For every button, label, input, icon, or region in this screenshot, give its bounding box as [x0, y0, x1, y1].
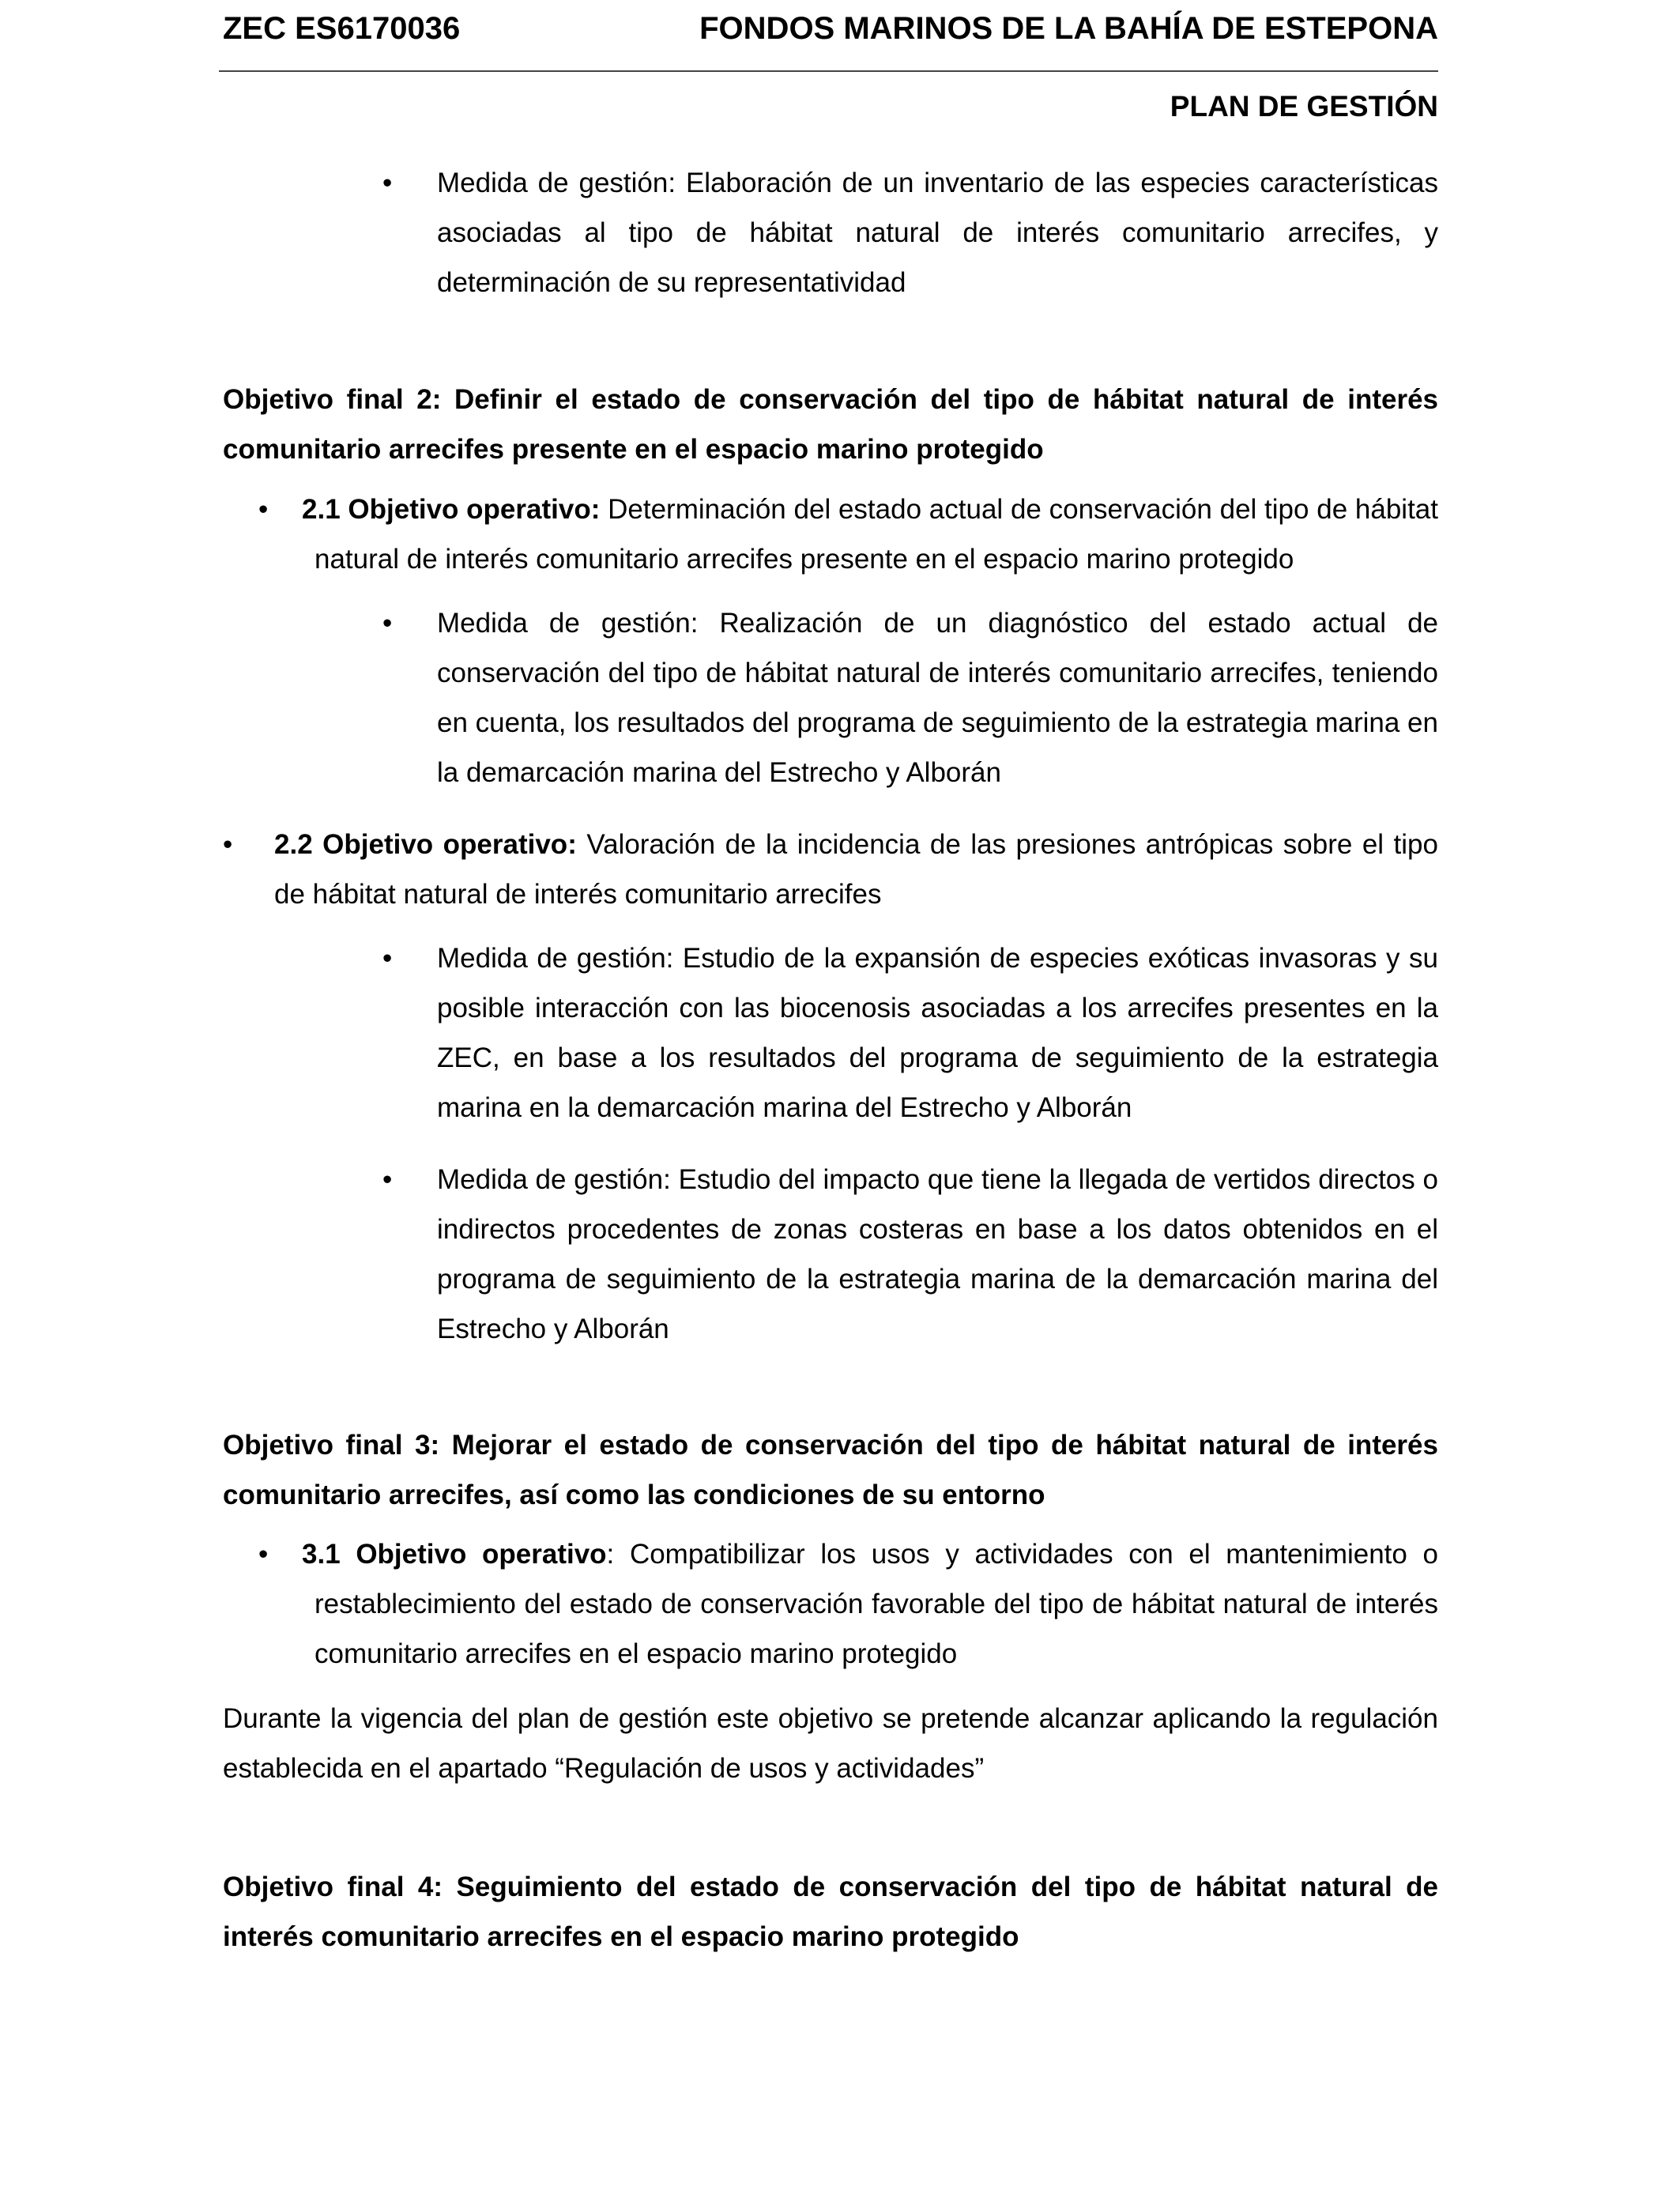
- objective-heading-2: Objetivo final 2: Definir el estado de conservación del tipo de hábitat natural de interés comunitario arrecifes presente en el espacio marino protegido: [223, 384, 1438, 465]
- bullet-icon: •: [258, 1539, 269, 1570]
- bullet-icon: •: [382, 943, 393, 974]
- bullet-icon: •: [382, 608, 393, 639]
- body-paragraph: Durante la vigencia del plan de gestión este objetivo se pretende alcanzar aplicando la regulación establecida en el apartado “Regulación de usos y actividades”: [223, 1703, 1438, 1784]
- operational-objective-label: 2.1 Objetivo operativo:: [302, 494, 601, 525]
- operational-objective-label: 2.2 Objetivo operativo:: [274, 829, 577, 860]
- bullet-icon: •: [223, 829, 233, 860]
- header-subtitle: PLAN DE GESTIÓN: [1170, 90, 1438, 123]
- objective-heading-3: Objetivo final 3: Mejorar el estado de conservación del tipo de hábitat natural de interés comunitario arrecifes, así como las condiciones de su entorno: [223, 1430, 1438, 1510]
- operational-objective-text: Valoración de la incidencia de las presiones antrópicas sobre el tipo de hábitat natural de interés comunitario arrecifes: [274, 829, 1438, 910]
- objective-heading-4: Objetivo final 4: Seguimiento del estado de conservación del tipo de hábitat natural de interés comunitario arrecifes en el espacio marino protegido: [223, 1872, 1438, 1952]
- operational-objective-2-1: [302, 484, 1438, 584]
- operational-objective-text: Determinación del estado actual de conservación del tipo de hábitat natural de interés comunitario arrecifes presente en el espacio marino protegido: [315, 494, 1438, 575]
- operational-objective-text: : Compatibilizar los usos y actividades con el mantenimiento o restablecimiento del estado de conservación favorable del tipo de hábitat natural de interés comunitario arrecifes en el espacio marino protegido: [315, 1539, 1438, 1669]
- measure-item: Medida de gestión: Estudio de la expansión de especies exóticas invasoras y su posible interacción con las biocenosis asociadas a los arrecifes presentes en la ZEC, en base a los resultados del programa de seguimiento de la estrategia marina en la demarcación marina del Estrecho y Alborán: [437, 943, 1438, 1123]
- bullet-icon: •: [382, 168, 393, 198]
- operational-objective-label: 3.1 Objetivo operativo: [302, 1539, 607, 1570]
- measure-item: Medida de gestión: Realización de un diagnóstico del estado actual de conservación del tipo de hábitat natural de interés comunitario arrecifes, teniendo en cuenta, los resultados del programa de seguimiento de la estrategia marina en la demarcación marina del Estrecho y Alborán: [437, 608, 1438, 788]
- operational-objective-3-1: [302, 1529, 1438, 1679]
- header-site-code: ZEC ES6170036: [223, 11, 461, 46]
- operational-objective-2-2: [274, 820, 1438, 919]
- bullet-icon: •: [258, 494, 269, 525]
- header-site-name: FONDOS MARINOS DE LA BAHÍA DE ESTEPONA: [699, 11, 1438, 46]
- header-divider: [219, 70, 1438, 72]
- bullet-icon: •: [382, 1164, 393, 1195]
- measure-item: Medida de gestión: Estudio del impacto que tiene la llegada de vertidos directos o indirectos procedentes de zonas costeras en base a los datos obtenidos en el programa de seguimiento de la estrategia marina de la demarcación marina del Estrecho y Alborán: [437, 1164, 1438, 1344]
- measure-item: Medida de gestión: Elaboración de un inventario de las especies características asociadas al tipo de hábitat natural de interés comunitario arrecifes, y determinación de su representatividad: [437, 168, 1438, 298]
